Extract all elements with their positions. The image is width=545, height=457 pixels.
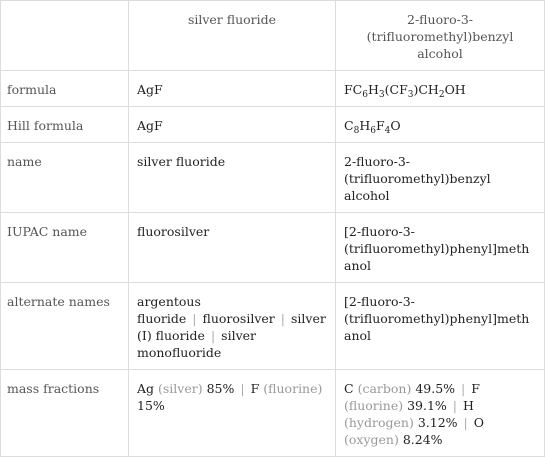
separator: | xyxy=(210,328,216,343)
formula-silver-fluoride: AgF xyxy=(129,71,336,107)
row-hill-formula xyxy=(1,107,545,143)
alternate-names-benzyl-alcohol: [2-fluoro-3-(trifluoromethyl)phenyl]methanol xyxy=(336,283,545,370)
separator: | xyxy=(240,381,245,396)
row-formula xyxy=(1,71,545,107)
header-row xyxy=(1,1,545,71)
hill-formula-benzyl-alcohol: $C_8H_6F_4O$ xyxy=(336,107,545,143)
alternate-names-silver-fluoride xyxy=(129,283,336,370)
formula-benzyl-alcohol: $FC_6H_3(CF_3)CH_2OH$ xyxy=(336,71,545,107)
row-label-formula: formula xyxy=(1,71,129,107)
alt-name: silver monofluoride xyxy=(137,328,257,360)
header-benzyl-alcohol: 2-fluoro-3-(trifluoromethyl)benzyl alcohol xyxy=(336,1,545,71)
mass-fractions-silver-fluoride: Ag (silver) 85% | F (fluorine) 15% xyxy=(129,370,336,457)
row-alternate-names xyxy=(1,283,545,370)
row-iupac-name xyxy=(1,213,545,283)
iupac-name-benzyl-alcohol: [2-fluoro-3-(trifluoromethyl)phenyl]methanol xyxy=(336,213,545,283)
row-label-hill-formula: Hill formula xyxy=(1,107,129,143)
name-benzyl-alcohol: 2-fluoro-3-(trifluoromethyl)benzyl alcohol xyxy=(336,143,545,213)
corner-cell xyxy=(1,1,129,71)
separator: | xyxy=(192,311,197,326)
name-silver-fluoride: silver fluoride xyxy=(129,143,336,213)
row-name xyxy=(1,143,545,213)
hill-formula-silver-fluoride: AgF xyxy=(129,107,336,143)
row-label-iupac-name: IUPAC name xyxy=(1,213,129,283)
iupac-name-silver-fluoride: fluorosilver xyxy=(129,213,336,283)
row-label-mass-fractions: mass fractions xyxy=(1,370,129,457)
alt-name: silver(I) fluoride xyxy=(137,311,326,343)
row-mass-fractions xyxy=(1,370,545,457)
separator: | xyxy=(452,398,458,413)
header-silver-fluoride: silver fluoride xyxy=(129,1,336,71)
separator: | xyxy=(461,381,466,396)
alt-name: argentous fluoride xyxy=(137,294,201,326)
row-label-alternate-names: alternate names xyxy=(1,283,129,370)
alt-name: fluorosilver xyxy=(202,311,275,326)
row-label-name: name xyxy=(1,143,129,213)
separator: | xyxy=(280,311,285,326)
separator: | xyxy=(463,415,468,430)
mass-fractions-benzyl-alcohol: C (carbon) 49.5% | F (fluorine) 39.1% | H (hydrogen) 3.12% | O (oxygen) 8.24% xyxy=(336,370,545,457)
